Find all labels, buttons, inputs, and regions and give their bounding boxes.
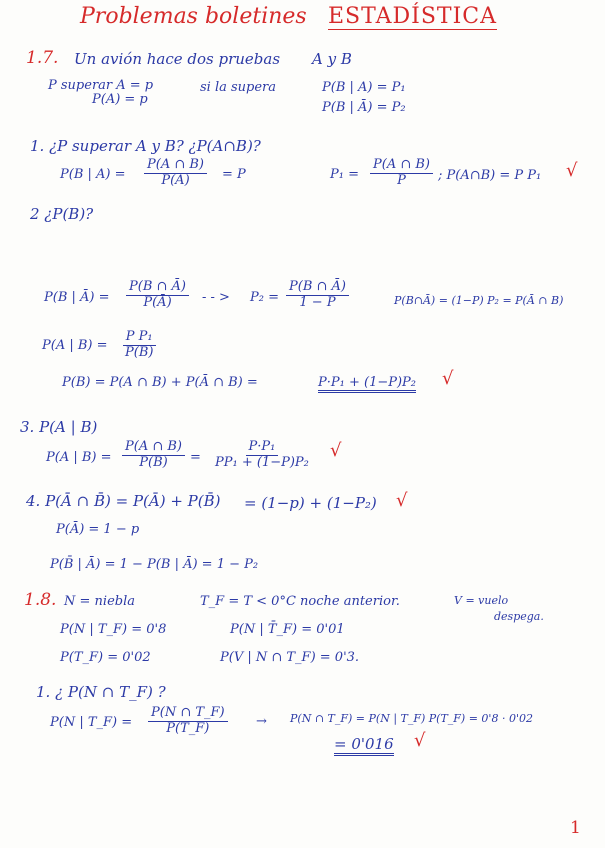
page-number: 1 — [570, 818, 581, 838]
question-3: 3. P(A | B) — [20, 418, 98, 436]
p18-q1-fraction — [148, 706, 228, 737]
q2-total-prob: P(B) = P(A ∩ B) + P(Ā ∩ B) = — [62, 375, 258, 390]
q1-fraction — [144, 158, 207, 189]
q1-lhs: P(B | A) = — [60, 167, 126, 182]
q1-result: ; P(A∩B) = P P₁ — [438, 168, 542, 183]
q1-p1-numerator: P(A ∩ B) — [370, 158, 433, 174]
q1-denominator: P(A) — [161, 172, 190, 188]
p18-q1-numerator: P(N ∩ T_F) — [148, 706, 228, 722]
q2-total-result: P·P₁ + (1−P)P₂ — [318, 375, 416, 393]
p18-arrow: → — [256, 714, 267, 729]
q2-numerator: P(B ∩ Ā) — [126, 280, 189, 296]
q2-fraction — [126, 280, 189, 311]
definition-v-cont: despega. — [494, 610, 544, 623]
problem-number-18: 1.8. — [24, 590, 57, 610]
checkmark-q1: √ — [566, 160, 578, 181]
fact-v-given: P(V | N ∩ T_F) = 0'3. — [220, 650, 360, 665]
checkmark-p18-q1: √ — [414, 730, 426, 751]
p18-question-1: 1. ¿ P(N ∩ T_F) ? — [36, 683, 166, 701]
fact-tf: P(T_F) = 0'02 — [60, 650, 151, 665]
checkmark-q2: √ — [442, 368, 454, 389]
if-pass-text: si la supera — [200, 80, 277, 95]
q2-p2-denominator: 1 − P — [299, 294, 336, 310]
q1-equals-p: = P — [222, 167, 246, 182]
q2-arrow: - - > — [202, 290, 230, 305]
question-2: 2 ¿P(B)? — [30, 205, 94, 223]
conditional-p1: P(B | A) = P₁ — [322, 80, 406, 95]
q3-result-fraction — [212, 440, 312, 471]
q3-equals: = — [190, 450, 201, 465]
fact-n-given-tf: P(N | T_F) = 0'8 — [60, 622, 167, 637]
definition-pa: P(A) = p — [92, 92, 148, 107]
q1-p1-denominator: P — [397, 172, 406, 188]
q2-p2-fraction — [286, 280, 349, 311]
q3-result-denominator: PP₁ + (1−P)P₂ — [215, 454, 309, 470]
q3-lhs: P(A | B) = — [46, 450, 112, 465]
question-4: 4. P(Ā ∩ B̄) = P(Ā) + P(B̄) — [26, 492, 221, 510]
q1-p1-fraction — [370, 158, 433, 189]
topic-title: ESTADÍSTICA — [328, 4, 497, 29]
p18-q1-calc: P(N ∩ T_F) = P(N | T_F) P(T_F) = 0'8 · 0'02 — [290, 712, 533, 725]
q4-result: = (1−p) + (1−P₂) — [244, 494, 377, 512]
definition-tf: T_F = T < 0°C noche anterior. — [200, 594, 400, 609]
q2-p2-lhs: P₂ = — [250, 290, 279, 305]
conditional-p2: P(B | Ā) = P₂ — [322, 100, 406, 115]
q2-denominator: P(Ā) — [143, 294, 172, 310]
q2-side-note: P(B∩Ā) = (1−P) P₂ = P(Ā ∩ B) — [394, 294, 564, 307]
q3-denominator: P(B) — [139, 454, 168, 470]
q2-p2-numerator: P(B ∩ Ā) — [286, 280, 349, 296]
p18-q1-lhs: P(N | T_F) = — [50, 715, 133, 730]
problem-17-tests: A y B — [312, 50, 352, 68]
q2-pab-lhs: P(A | B) = — [42, 338, 108, 353]
q2-pab-denominator: P(B) — [125, 344, 154, 360]
checkmark-q3: √ — [330, 440, 342, 461]
q3-fraction — [122, 440, 185, 471]
checkmark-q4: √ — [396, 490, 408, 511]
q1-p1-lhs: P₁ = — [330, 167, 359, 182]
q2-pab-numerator: P P₁ — [123, 330, 156, 346]
q1-numerator: P(A ∩ B) — [144, 158, 207, 174]
q3-numerator: P(A ∩ B) — [122, 440, 185, 456]
p18-q1-denominator: P(T_F) — [166, 720, 210, 736]
q3-result-numerator: P·P₁ — [246, 440, 279, 456]
subject-title: Problemas boletines — [80, 4, 307, 29]
problem-number-17: 1.7. — [26, 48, 59, 68]
fact-n-given-not-tf: P(N | T̄_F) = 0'01 — [230, 622, 345, 637]
q4-pb: P(B̄ | Ā) = 1 − P(B | Ā) = 1 − P₂ — [50, 557, 259, 572]
definition-p: P superar A = p — [48, 78, 154, 93]
q2-lhs: P(B | Ā) = — [44, 290, 110, 305]
q4-pa: P(Ā) = 1 − p — [56, 522, 140, 537]
problem-17-statement: Un avión hace dos pruebas — [74, 50, 281, 68]
definition-v: V = vuelo — [454, 594, 509, 607]
p18-q1-result: = 0'016 — [334, 735, 394, 756]
question-1: 1. ¿P superar A y B? ¿P(A∩B)? — [30, 137, 261, 155]
q2-pab-fraction — [122, 330, 156, 361]
definition-n: N = niebla — [64, 594, 135, 609]
